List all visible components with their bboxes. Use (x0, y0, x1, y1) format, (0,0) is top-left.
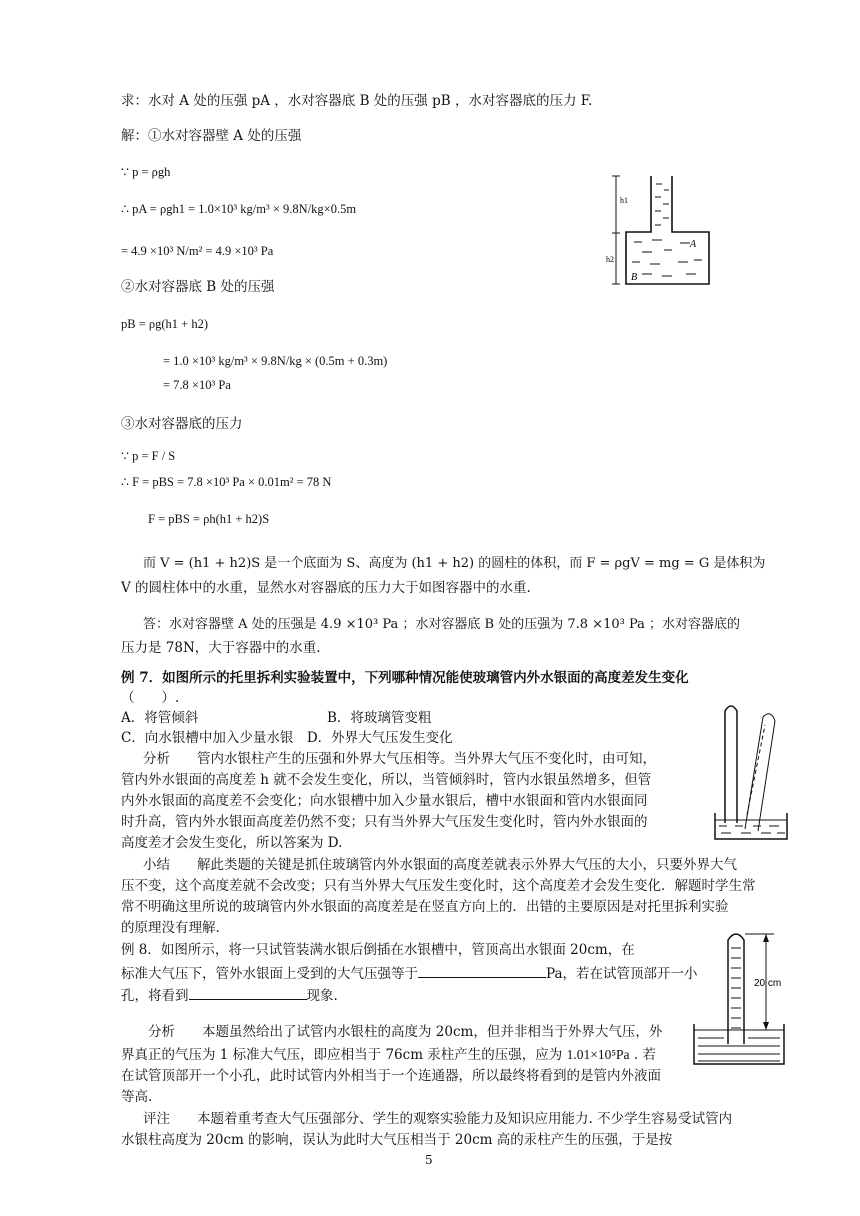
solution-step-1: 解：①水对容器壁 A 处的压强 (121, 128, 302, 144)
test-tube-figure (690, 920, 790, 1070)
summary-line: 的原理没有理解. (121, 920, 220, 936)
example-8-text: 标准大气压下，管外水银面上受到的大气压强等于 (121, 966, 418, 982)
example-8-title: 例 8．如图所示，将一只试管装满水银后倒插在水银槽中，管顶高出水银面 20cm，在 (121, 942, 635, 958)
formula-line: ∴ F = pBS = 7.8 ×10³ Pa × 0.01m² = 78 N (121, 475, 332, 489)
options-c-d: C．向水银槽中加入少量水银 D．外界大气压发生变化 (121, 730, 453, 746)
formula-line: ∵ p = ρgh (121, 165, 171, 179)
explanation-line: 而 V = (h1 + h2)S 是一个底面为 S、高度为 (h1 + h2) 的圆柱的体积，而 F = ρgV = mg = G 是体积为 (143, 556, 766, 571)
option-b: B．将玻璃管变粗 (327, 710, 432, 726)
analysis-line: 管内外水银面的高度差 h 就不会发生变化，所以，当管倾斜时，管内水银虽然增多，但管 (121, 772, 652, 788)
analysis-line: 等高. (121, 1089, 153, 1105)
formula-line: = 7.8 ×10³ Pa (163, 378, 231, 392)
label-h2: h2 (606, 255, 614, 264)
height-label: 20 cm (754, 978, 782, 989)
page-number: 5 (425, 1153, 433, 1167)
comment-line: 水银柱高度为 20cm 的影响，误认为此时大气压相当于 20cm 高的汞柱产生的压强，于是按 (121, 1132, 673, 1148)
answer-blank-phenomenon (189, 985, 307, 1000)
formula-line: pB = ρg(h1 + h2) (121, 317, 208, 331)
summary-line: 小结 解此类题的关键是抓住玻璃管内外水银面的高度差就表示外界大气压的大小，只要外界大气 (143, 857, 737, 873)
answer-line: 答：水对容器壁 A 处的压强是 4.9 ×10³ Pa ；水对容器底 B 处的压强为 7.8 ×10³ Pa ；水对容器底的 (143, 617, 740, 632)
explanation-line: V 的圆柱体中的水重，显然水对容器底的压力大于如图容器中的水重. (121, 580, 531, 596)
container-figure (606, 170, 726, 295)
pressure-value: 1.01×10⁵Pa (566, 1047, 630, 1062)
formula-line: = 1.0 ×10³ kg/m³ × 9.8N/kg × (0.5m + 0.3m) (163, 354, 388, 368)
summary-line: 压不变，这个高度差就不会改变；只有当外界大气压发生变化时，这个高度差才会发生变化．解题时学生常 (121, 878, 756, 894)
solution-step-2: ②水对容器底 B 处的压强 (121, 279, 275, 295)
question-line: 求：水对 A 处的压强 pA ，水对容器底 B 处的压强 pB ，水对容器底的压力 F. (121, 93, 593, 109)
comment-line: 评注 本题着重考查大气压强部分、学生的观察实验能力及知识应用能力. 不少学生容易受试管内 (143, 1111, 733, 1127)
label-h1: h1 (620, 196, 628, 205)
example-8-text: 现象. (306, 988, 338, 1004)
example-7-blank: （ ）. (121, 690, 180, 706)
summary-line: 常不明确这里所说的玻璃管内外水银面的高度差是在竖直方向上的．出错的主要原因是对托里拆利实验 (121, 899, 729, 915)
formula-line: ∴ pA = ρgh1 = 1.0×10³ kg/m³ × 9.8N/kg×0.5m (121, 202, 357, 216)
option-a: A．将管倾斜 (121, 710, 199, 726)
analysis-line: 在试管顶部开一个小孔，此时试管内外相当于一个连通器，所以最终将看到的是管内外液面 (121, 1068, 661, 1084)
example-8-line (121, 963, 698, 982)
example-8-line (121, 985, 338, 1004)
analysis-line: 时升高，管内外水银面高度差仍然不变；只有当外界大气压发生变化时，管内外水银面的 (121, 814, 648, 830)
formula-line: F = pBS = ρh(h1 + h2)S (148, 512, 270, 526)
analysis-text: 界真正的气压为 1 标准大气压，即应相当于 76cm 汞柱产生的压强，应为 (121, 1047, 563, 1063)
analysis-line: 内外水银面的高度差不会变化；向水银槽中加入少量水银后，槽中水银面和管内水银面同 (121, 793, 648, 809)
analysis-line: 分析 本题虽然给出了试管内水银柱的高度为 20cm，但并非相当于外界大气压，外 (148, 1024, 663, 1040)
formula-line: = 4.9 ×10³ N/m² = 4.9 ×10³ Pa (121, 244, 274, 258)
analysis-line: 高度差才会发生变化，所以答案为 D. (121, 835, 343, 851)
example-7-title: 例 7．如图所示的托里拆利实验装置中，下列哪种情况能使玻璃管内外水银面的高度差发生变化 (121, 670, 689, 686)
torricelli-figure (713, 695, 791, 845)
answer-line: 压力是 78N，大于容器中的水重. (121, 640, 321, 656)
formula-line: ∵ p = F / S (121, 449, 176, 463)
analysis-line: 分析 管内水银柱产生的压强和外界大气压相等。当外界大气压不变化时，由可知， (143, 751, 656, 767)
analysis-line (121, 1047, 656, 1063)
example-8-text: Pa，若在试管顶部开一小 (546, 966, 698, 982)
label-a: A (690, 239, 697, 250)
label-b: B (631, 272, 638, 283)
solution-step-3: ③水对容器底的压力 (121, 416, 243, 432)
example-8-text: 孔，将看到 (121, 988, 189, 1004)
answer-blank-pressure (418, 963, 546, 978)
analysis-text: . 若 (633, 1047, 656, 1063)
